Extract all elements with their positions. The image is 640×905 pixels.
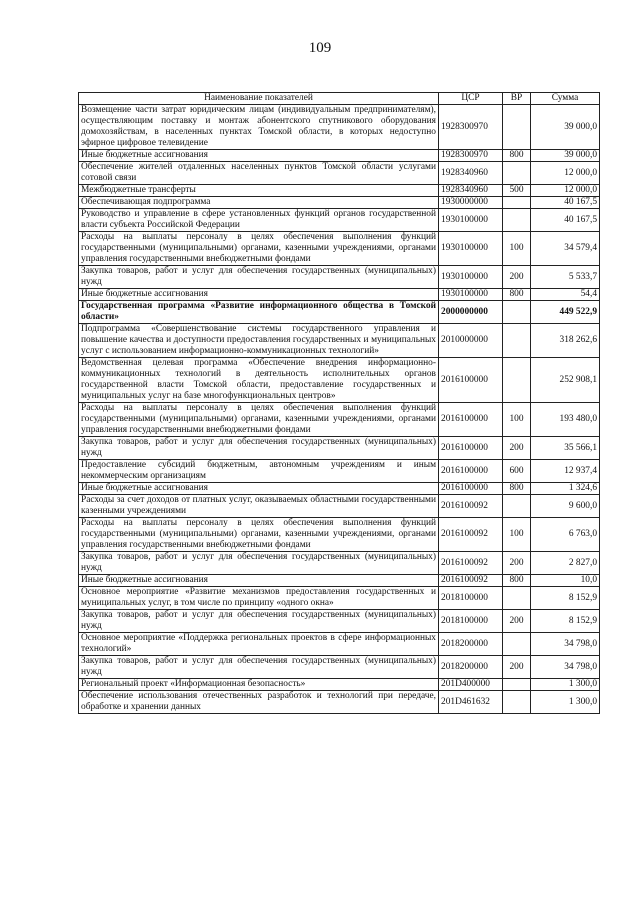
- row-vr: 200: [503, 610, 531, 633]
- row-csr: 2016100092: [439, 552, 503, 575]
- row-sum: 449 522,9: [531, 301, 600, 324]
- row-sum: 35 566,1: [531, 437, 600, 460]
- row-vr: 800: [503, 575, 531, 587]
- row-sum: 252 908,1: [531, 358, 600, 403]
- table-row: [79, 209, 600, 232]
- row-name: Расходы на выплаты персоналу в целях обеспечения выполнения функций государственными (муниципальными) органами, казенными учреждениями, органами управления государственными внебюджетными фондами: [79, 403, 439, 437]
- header-sum: Сумма: [531, 93, 600, 105]
- row-sum: 39 000,0: [531, 150, 600, 162]
- row-csr: 2016100000: [439, 460, 503, 483]
- row-sum: 10,0: [531, 575, 600, 587]
- header-name: Наименование показателей: [79, 93, 439, 105]
- row-sum: 318 262,6: [531, 324, 600, 358]
- row-csr: 2016100092: [439, 495, 503, 518]
- row-vr: 500: [503, 185, 531, 197]
- row-csr: 2018100000: [439, 587, 503, 610]
- row-sum: 54,4: [531, 289, 600, 301]
- table-row: [79, 289, 600, 301]
- table-row: [79, 150, 600, 162]
- table-header-row: [79, 93, 600, 105]
- row-csr: 2000000000: [439, 301, 503, 324]
- row-vr: [503, 587, 531, 610]
- header-csr: ЦСР: [439, 93, 503, 105]
- row-vr: [503, 495, 531, 518]
- row-name: Подпрограмма «Совершенствование системы государственного управления и повышение качества и доступности предоставления государственных и муниципальных услуг с использованием информационно-коммуникационных технологий»: [79, 324, 439, 358]
- row-sum: 8 152,9: [531, 587, 600, 610]
- row-csr: 1928300970: [439, 105, 503, 150]
- row-csr: 1930100000: [439, 289, 503, 301]
- row-name: Иные бюджетные ассигнования: [79, 150, 439, 162]
- table-row: [79, 518, 600, 552]
- row-csr: 1928300970: [439, 150, 503, 162]
- row-name: Обеспечение использования отечественных разработок и технологий при передаче, обработке и хранении данных: [79, 691, 439, 714]
- row-sum: 12 000,0: [531, 185, 600, 197]
- row-csr: 1928340960: [439, 162, 503, 185]
- row-sum: 193 480,0: [531, 403, 600, 437]
- header-vr: ВР: [503, 93, 531, 105]
- row-vr: 100: [503, 232, 531, 266]
- row-csr: 1930100000: [439, 209, 503, 232]
- row-vr: 800: [503, 289, 531, 301]
- budget-table: [78, 92, 600, 714]
- row-csr: 1930100000: [439, 232, 503, 266]
- row-vr: 200: [503, 437, 531, 460]
- row-name: Иные бюджетные ассигнования: [79, 483, 439, 495]
- table-row: [79, 185, 600, 197]
- table-row: [79, 437, 600, 460]
- row-name: Иные бюджетные ассигнования: [79, 289, 439, 301]
- row-vr: [503, 301, 531, 324]
- row-name: Иные бюджетные ассигнования: [79, 575, 439, 587]
- row-vr: [503, 691, 531, 714]
- row-csr: 1930100000: [439, 266, 503, 289]
- table-body: [79, 105, 600, 714]
- table-row: [79, 633, 600, 656]
- row-vr: 800: [503, 150, 531, 162]
- table-row: [79, 610, 600, 633]
- row-name: Закупка товаров, работ и услуг для обеспечения государственных (муниципальных) нужд: [79, 266, 439, 289]
- row-csr: 2016100000: [439, 483, 503, 495]
- row-name: Закупка товаров, работ и услуг для обеспечения государственных (муниципальных) нужд: [79, 610, 439, 633]
- row-name: Основное мероприятие «Развитие механизмов предоставления государственных и муниципальных услуг, в том числе по принципу «одного окна»: [79, 587, 439, 610]
- row-sum: 40 167,5: [531, 209, 600, 232]
- table-row: [79, 552, 600, 575]
- row-csr: 2018100000: [439, 610, 503, 633]
- row-sum: 40 167,5: [531, 197, 600, 209]
- row-vr: 200: [503, 266, 531, 289]
- row-csr: 2016100092: [439, 575, 503, 587]
- row-sum: 8 152,9: [531, 610, 600, 633]
- row-csr: 2010000000: [439, 324, 503, 358]
- row-csr: 1930000000: [439, 197, 503, 209]
- table-row: [79, 460, 600, 483]
- row-csr: 2016100000: [439, 358, 503, 403]
- row-name: Расходы на выплаты персоналу в целях обеспечения выполнения функций государственными (муниципальными) органами, казенными учреждениями, органами управления государственными внебюджетными фондами: [79, 518, 439, 552]
- row-name: Предоставление субсидий бюджетным, автономным учреждениям и иным некоммерческим организациям: [79, 460, 439, 483]
- row-vr: [503, 679, 531, 691]
- row-vr: 800: [503, 483, 531, 495]
- row-name: Обеспечивающая подпрограмма: [79, 197, 439, 209]
- table-row: [79, 324, 600, 358]
- table-row: [79, 656, 600, 679]
- table-row: [79, 575, 600, 587]
- row-sum: 1 300,0: [531, 691, 600, 714]
- row-csr: 2018200000: [439, 633, 503, 656]
- table-row: [79, 105, 600, 150]
- row-name: Основное мероприятие «Поддержка региональных проектов в сфере информационных технологий»: [79, 633, 439, 656]
- row-csr: 2016100000: [439, 437, 503, 460]
- row-sum: 1 300,0: [531, 679, 600, 691]
- row-csr: 201D461632: [439, 691, 503, 714]
- row-vr: [503, 197, 531, 209]
- row-vr: 200: [503, 656, 531, 679]
- row-name: Расходы на выплаты персоналу в целях обеспечения выполнения функций государственными (муниципальными) органами, казенными учреждениями, органами управления государственными внебюджетными фондами: [79, 232, 439, 266]
- row-sum: 34 798,0: [531, 633, 600, 656]
- row-name: Расходы за счет доходов от платных услуг, оказываемых областными государственными казенными учреждениями: [79, 495, 439, 518]
- row-vr: [503, 105, 531, 150]
- row-name: Закупка товаров, работ и услуг для обеспечения государственных (муниципальных) нужд: [79, 552, 439, 575]
- row-vr: [503, 162, 531, 185]
- table-row: [79, 587, 600, 610]
- row-vr: 600: [503, 460, 531, 483]
- row-sum: 6 763,0: [531, 518, 600, 552]
- row-csr: 201D400000: [439, 679, 503, 691]
- row-name: Ведомственная целевая программа «Обеспечение внедрения информационно-коммуникационных технологий в деятельность исполнительных органов государственной власти Томской области, предоставление государственных и муниципальных услуг на базе многофункциональных центров»: [79, 358, 439, 403]
- row-name: Возмещение части затрат юридическим лицам (индивидуальным предпринимателям), осуществляющим поставку и монтаж абонентского спутникового оборудования домохозяйствам, в населенных пунктах Томской области, в которых недоступно эфирное цифровое телевидение: [79, 105, 439, 150]
- row-vr: [503, 633, 531, 656]
- table-row: [79, 197, 600, 209]
- table-row: [79, 301, 600, 324]
- row-sum: 34 798,0: [531, 656, 600, 679]
- row-vr: [503, 324, 531, 358]
- row-sum: 1 324,6: [531, 483, 600, 495]
- table-row: [79, 691, 600, 714]
- row-csr: 1928340960: [439, 185, 503, 197]
- row-sum: 2 827,0: [531, 552, 600, 575]
- row-name: Региональный проект «Информационная безопасность»: [79, 679, 439, 691]
- row-sum: 5 533,7: [531, 266, 600, 289]
- table-row: [79, 162, 600, 185]
- row-csr: 2016100000: [439, 403, 503, 437]
- table-row: [79, 483, 600, 495]
- row-sum: 34 579,4: [531, 232, 600, 266]
- row-name: Государственная программа «Развитие информационного общества в Томской области»: [79, 301, 439, 324]
- row-vr: 100: [503, 403, 531, 437]
- row-name: Закупка товаров, работ и услуг для обеспечения государственных (муниципальных) нужд: [79, 437, 439, 460]
- row-vr: [503, 358, 531, 403]
- table-row: [79, 266, 600, 289]
- row-name: Межбюджетные трансферты: [79, 185, 439, 197]
- row-name: Закупка товаров, работ и услуг для обеспечения государственных (муниципальных) нужд: [79, 656, 439, 679]
- table-row: [79, 358, 600, 403]
- row-sum: 9 600,0: [531, 495, 600, 518]
- row-sum: 12 937,4: [531, 460, 600, 483]
- row-vr: 200: [503, 552, 531, 575]
- row-vr: 100: [503, 518, 531, 552]
- row-vr: [503, 209, 531, 232]
- row-sum: 12 000,0: [531, 162, 600, 185]
- table-row: [79, 403, 600, 437]
- row-name: Обеспечение жителей отдаленных населенных пунктов Томской области услугами сотовой связи: [79, 162, 439, 185]
- row-sum: 39 000,0: [531, 105, 600, 150]
- row-csr: 2018200000: [439, 656, 503, 679]
- table-row: [79, 495, 600, 518]
- table-row: [79, 679, 600, 691]
- page-number: 109: [308, 40, 332, 56]
- table-row: [79, 232, 600, 266]
- row-name: Руководство и управление в сфере установленных функций органов государственной власти субъекта Российской Федерации: [79, 209, 439, 232]
- row-csr: 2016100092: [439, 518, 503, 552]
